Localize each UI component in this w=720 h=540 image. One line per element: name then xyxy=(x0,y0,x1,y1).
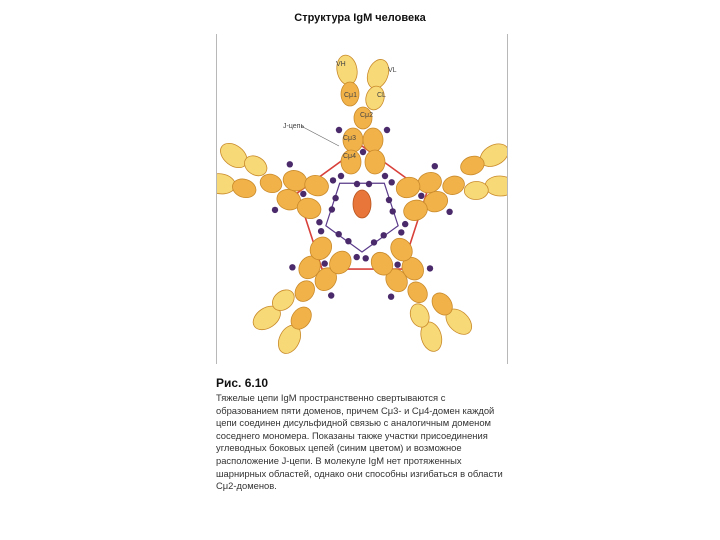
carbohydrate-dot xyxy=(388,294,394,300)
carbohydrate-dot xyxy=(384,127,390,133)
carbohydrate-dot xyxy=(316,219,322,225)
carbohydrate-dot xyxy=(427,265,433,271)
carbohydrate-dot xyxy=(332,195,338,201)
label-j-chain: J-цепь xyxy=(283,123,305,130)
carbohydrate-dot xyxy=(381,232,387,238)
label-ch3: Cμ3 xyxy=(343,135,356,142)
carbohydrate-dot xyxy=(363,255,369,261)
figure-frame xyxy=(216,34,508,364)
carbohydrate-dot xyxy=(287,161,293,167)
carbohydrate-dot xyxy=(398,229,404,235)
carbohydrate-dot xyxy=(382,173,388,179)
label-ch2: Cμ2 xyxy=(360,112,373,119)
igm-pentamer xyxy=(217,53,507,357)
ch3-domain-b xyxy=(363,128,383,152)
page-title: Структура IgM человека xyxy=(294,12,426,24)
label-ch1: Cμ1 xyxy=(344,92,357,99)
carbohydrate-dot xyxy=(371,239,377,245)
carbohydrate-dot xyxy=(394,262,400,268)
carbohydrate-dot xyxy=(418,193,424,199)
carbohydrate-dot xyxy=(402,221,408,227)
carbohydrate-dot xyxy=(360,149,366,155)
label-ch4: Cμ4 xyxy=(343,153,356,160)
monomer-4 xyxy=(249,228,360,357)
carbohydrate-dot xyxy=(386,197,392,203)
monomer-3 xyxy=(363,229,477,354)
carbohydrate-dot xyxy=(328,292,334,298)
ch4-domain-b xyxy=(365,150,385,174)
monomer-5 xyxy=(217,138,339,225)
carbohydrate-dot xyxy=(389,179,395,185)
label-vh: VH xyxy=(336,61,346,68)
carbohydrate-dot xyxy=(366,181,372,187)
carbohydrate-dot xyxy=(300,191,306,197)
cl-domain xyxy=(464,181,489,200)
figure-caption xyxy=(216,376,508,493)
vl-domain xyxy=(485,175,507,196)
carbohydrate-dot xyxy=(330,177,336,183)
ch2-domain xyxy=(291,277,318,305)
ch4-domain-b xyxy=(302,172,331,198)
caption-text: Тяжелые цепи IgM пространственно свертываются с образованием пяти доменов, причем Cμ3- и Cμ4-домен каждой цепи соединен дисульфидной связью с аналогичным доменом соседнего мономера. Показаны также участки присоединения углеводных боковых цепей (синим цветом) и возможное расположение J-цепи. В молекуле IgM нет протяженных шарнирных областей, однако они способны изгибаться в области Cμ2-доменов. xyxy=(216,392,503,492)
monomer-2 xyxy=(386,139,507,227)
caption-number: Рис. 6.10 xyxy=(216,376,269,390)
carbohydrate-dot xyxy=(289,264,295,270)
carbohydrate-dot xyxy=(432,163,438,169)
carbohydrate-dot xyxy=(329,206,335,212)
label-cl: CL xyxy=(377,92,386,99)
j-chain xyxy=(353,190,371,218)
carbohydrate-dot xyxy=(318,228,324,234)
carbohydrate-dot xyxy=(446,209,452,215)
carbohydrate-dot xyxy=(354,181,360,187)
monomer-1 xyxy=(335,53,393,187)
carbohydrate-dot xyxy=(336,127,342,133)
carbohydrate-dot xyxy=(336,231,342,237)
label-vl: VL xyxy=(388,67,397,74)
carbohydrate-dot xyxy=(322,260,328,266)
ch1-domain xyxy=(230,176,258,201)
carbohydrate-dot xyxy=(345,238,351,244)
carbohydrate-dot xyxy=(338,173,344,179)
ch2-domain xyxy=(404,278,431,306)
carbohydrate-dot xyxy=(354,254,360,260)
j-chain-pointer xyxy=(301,126,339,146)
vh-domain xyxy=(335,53,360,86)
igm-structure-diagram xyxy=(217,34,507,364)
carbohydrate-dot xyxy=(272,207,278,213)
carbohydrate-dot xyxy=(390,208,396,214)
